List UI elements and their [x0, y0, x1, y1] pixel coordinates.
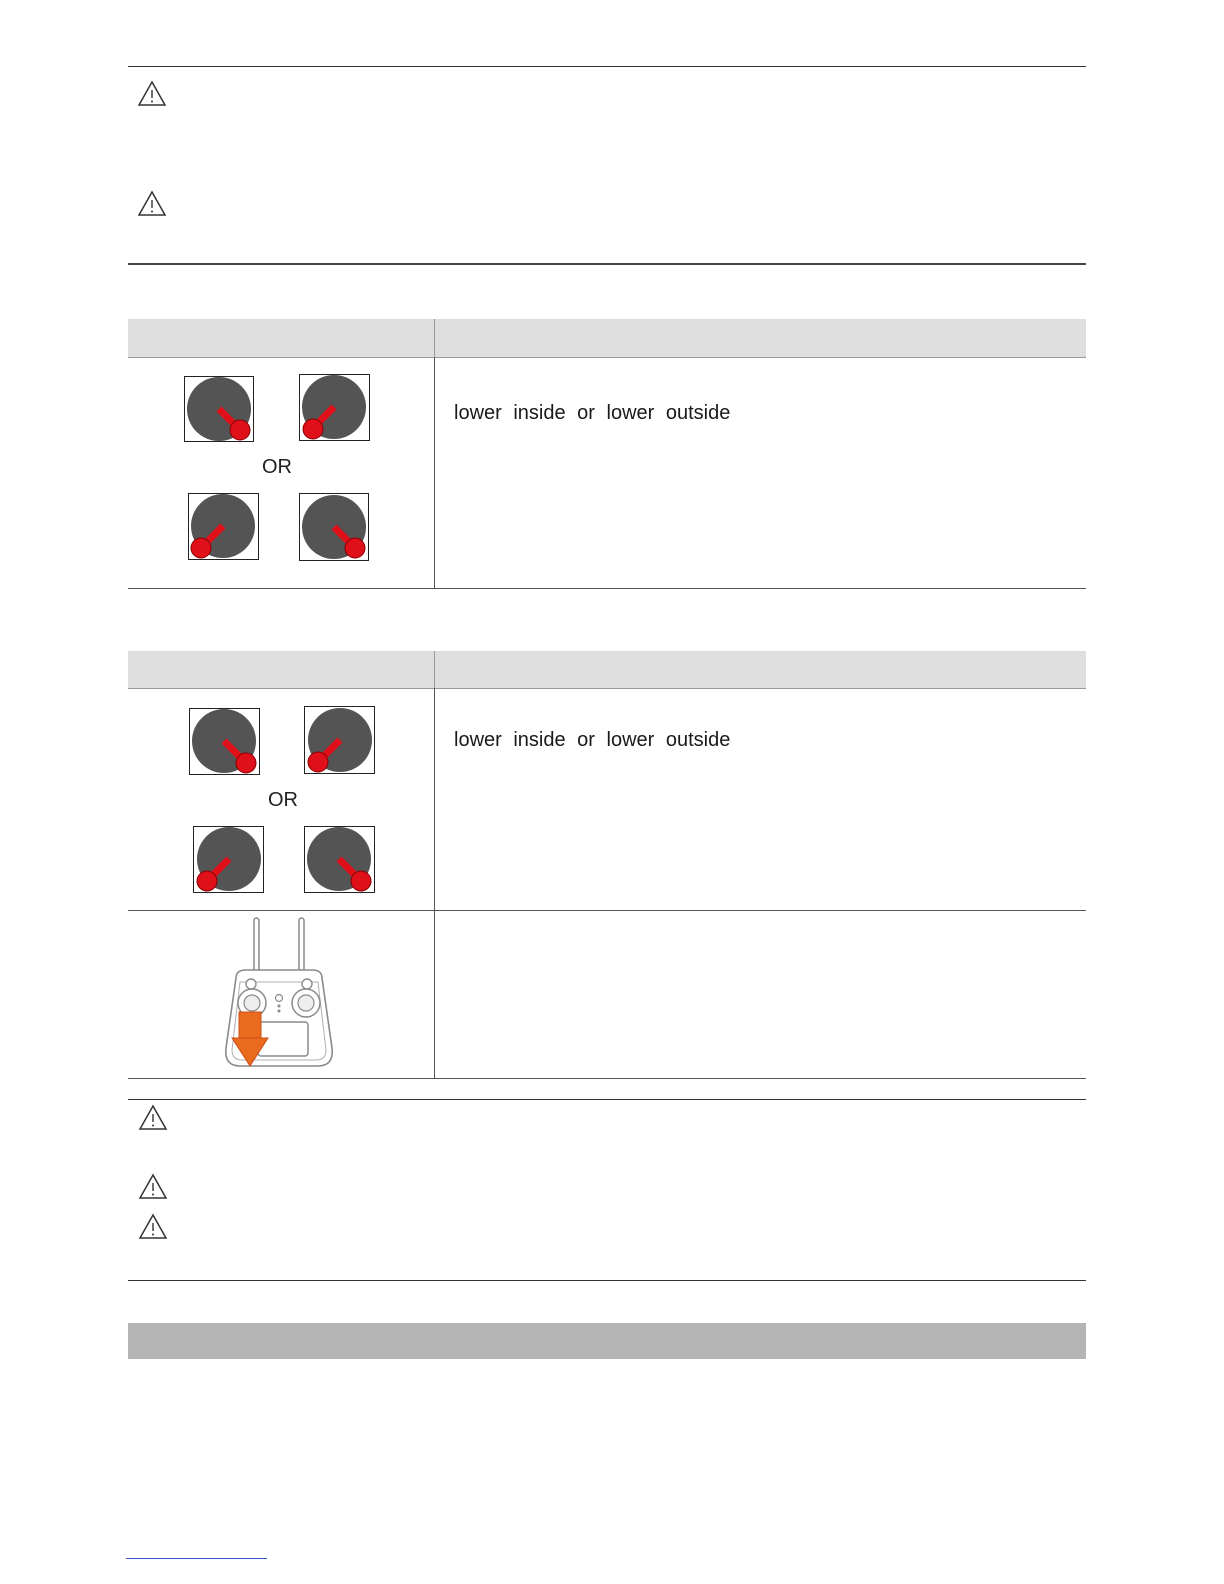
control-stick-icon — [184, 376, 254, 442]
warning-icon — [138, 1104, 168, 1131]
or-label: OR — [268, 789, 298, 811]
warning-icon — [137, 80, 167, 107]
stick-description: lower inside or lower outside — [454, 729, 731, 751]
table-2-row-rule — [128, 910, 1086, 911]
notes-top-rule — [128, 1099, 1086, 1100]
control-stick-icon — [193, 826, 264, 893]
control-stick-icon — [299, 493, 369, 561]
stick-description: lower inside or lower outside — [454, 402, 731, 424]
table-1-divider — [434, 357, 435, 588]
section-header-bar — [128, 1323, 1086, 1359]
note-bottom-rule — [128, 263, 1086, 265]
table-2-bottom-rule — [128, 1078, 1086, 1079]
or-label: OR — [262, 456, 292, 478]
footer-link-underline[interactable] — [126, 1558, 267, 1559]
table-2-header — [128, 651, 1086, 689]
table-1-bottom-rule — [128, 588, 1086, 589]
notes-bottom-rule — [128, 1280, 1086, 1281]
top-rule — [128, 66, 1086, 67]
control-stick-icon — [304, 706, 375, 774]
remote-controller-icon — [218, 914, 340, 1072]
warning-icon — [138, 1173, 168, 1200]
control-stick-icon — [188, 493, 259, 560]
table-2-divider — [434, 688, 435, 1078]
control-stick-icon — [189, 708, 260, 775]
control-stick-icon — [304, 826, 375, 893]
warning-icon — [137, 190, 167, 217]
table-1-header — [128, 319, 1086, 358]
warning-icon — [138, 1213, 168, 1240]
control-stick-icon — [299, 374, 370, 441]
